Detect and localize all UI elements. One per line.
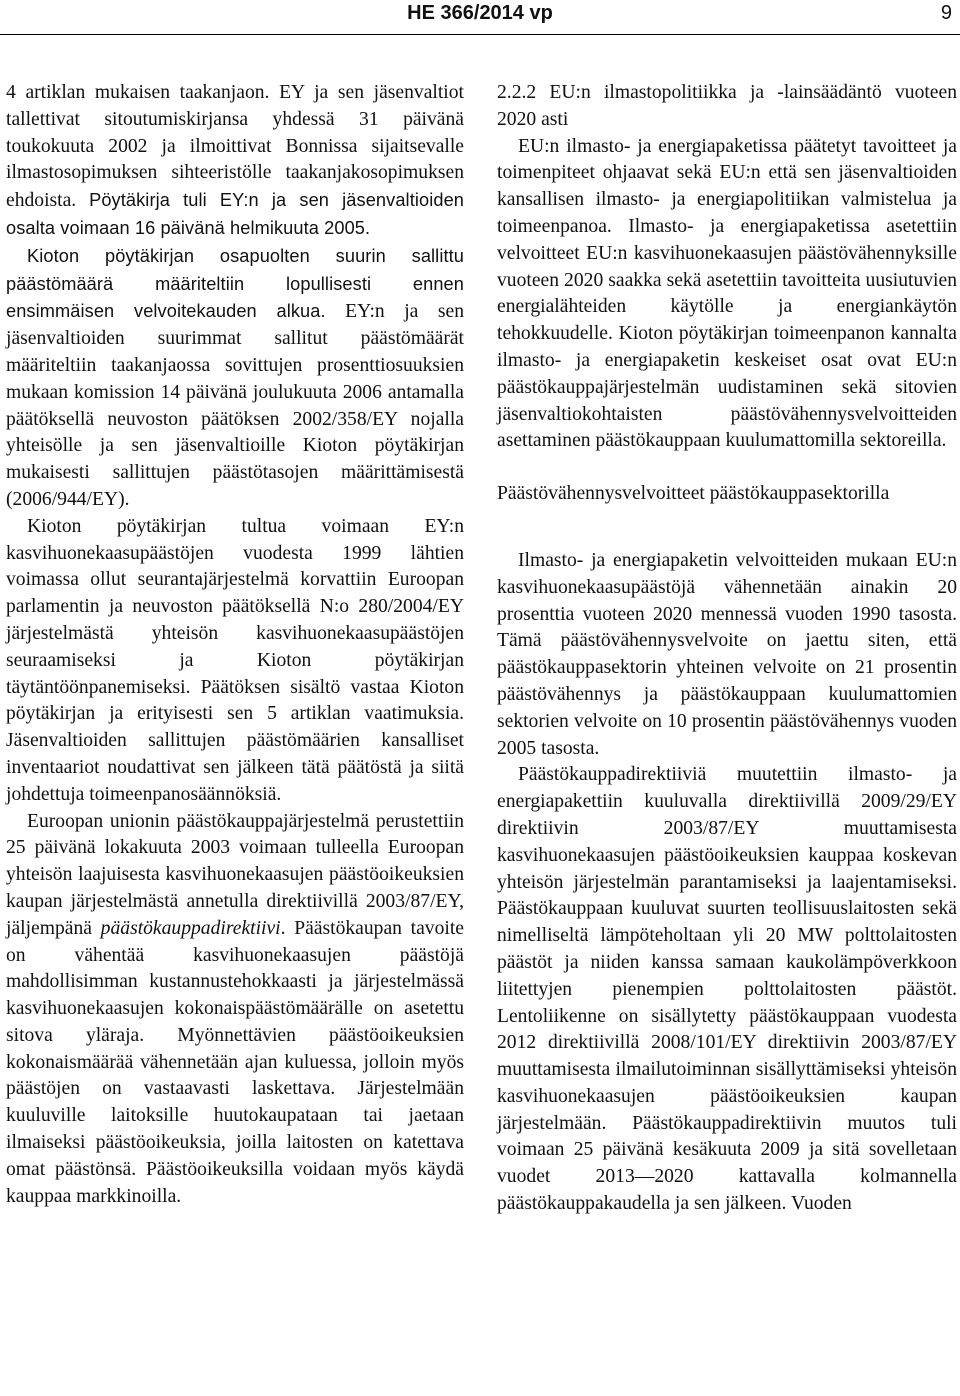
- page-number: 9: [940, 2, 952, 24]
- text-segment: Euroopan unionin päästökauppajärjestelmä perustettiin 25 päivänä lokakuuta 2003 voimaan tulleella Euroopan yhteisön laajuisesta kasvihuonekaasujen päästöoikeuksien kaupan järjestelmästä annetulla direktiivillä 2003/87/EY, jäljempänä: [6, 810, 464, 939]
- paragraph-velvoitteet: Ilmasto- ja energiapaketin velvoitteiden mukaan EU:n kasvihuonekaasupäästöjä vähennetään ainakin 20 prosenttia vuoteen 2020 mennessä vuoden 1990 tasosta. Tämä päästövähennysvelvoite on jaettu siten, että päästökauppasektorin yhteinen velvoite on 21 prosentin päästövähennys ja päästökauppaan kuulumattomien sektorien velvoite on 10 prosentin päästövähennys vuoden 2005 tasosta.: [497, 549, 957, 759]
- text-segment: EY:n ja sen jäsenvaltioiden suurimmat sallitut päästömäärät määriteltiin taakanjaossa sovittujen prosenttiosuuksien mukaan komission 14 päivänä joulukuuta 2006 antamalla päätöksellä neuvoston päätöksen 2002/358/EY nojalla yhteisölle ja sen jäsenvaltioille Kioton pöytäkirjan mukaisesti sallittujen päästötasojen määrittämisestä (2006/944/EY).: [6, 301, 464, 510]
- paragraph-taakanjako: [6, 80, 464, 243]
- defined-term: päästökauppadirektiivi: [100, 917, 281, 939]
- paragraph-ilmastopaketti: EU:n ilmasto- ja energiapaketissa päätetyt tavoitteet ja toimenpiteet ohjaavat sekä EU:n että sen jäsenvaltioiden kansallisen ilmasto- ja energiapolitiikan valmistelua ja toimeenpanoa. Ilmasto- ja energiapaketissa asetettiin velvoitteet EU:n kasvihuonekaasujen päästövähennyksille vuoteen 2020 saakka sekä asetettiin tavoitteita uusiutuvien energialähteiden käytölle ja energiankäytön tehokkuudelle. Kioton pöytäkirjan toimeenpanon kannalta ilmasto- ja energiapaketin keskeiset osat ovat EU:n päästökauppajärjestelmän uudistaminen sekä sitovien jäsenvaltiokohtaisten päästövähennysvelvoitteiden asettaminen päästökauppaan kuulumattomilla sektoreilla.: [497, 135, 957, 452]
- section-heading: 2.2.2 EU:n ilmastopolitiikka ja -lainsäädäntö vuoteen 2020 asti: [497, 82, 957, 130]
- page-header: [0, 0, 960, 35]
- text-segment: 4 artiklan mukaisen taakanjaon. EY ja sen jäsenvaltiot tallettivat sitoutumiskirjansa yhdessä 31 päivänä toukokuuta 2002 ja ilmoittivat Bonnissa sijaitsevalle ilmastosopimuksen sihteeristölle taakanjakosopimuksen ehdoista.: [6, 82, 464, 212]
- text-segment-sans: Pöytäkirja tuli EY:n ja sen jäsenvaltioiden osalta voimaan 16 päivänä helmikuuta 2005.: [6, 190, 464, 238]
- paragraph-seurantajarjestelma: Kioton pöytäkirjan tultua voimaan EY:n kasvihuonekaasupäästöjen vuodesta 1999 lähtien voimassa ollut seurantajärjestelmä korvattiin Euroopan parlamentin ja neuvoston päätöksellä N:o 280/2004/EY järjestelmästä yhteisön kasvihuonekaasupäästöjen seuraamiseksi ja Kioton pöytäkirjan täytäntöönpanemiseksi. Päätöksen sisältö vastaa Kioton pöytäkirjan ja erityisesti sen 5 artiklan vaatimuksia. Jäsenvaltioiden sallittujen päästömäärien kansalliset inventaariot noudattivat sen jälkeen tätä päätöstä ja siitä johdettuja toimeenpanosäännöksiä.: [6, 515, 464, 805]
- right-column: [497, 80, 957, 1218]
- text-segment: . Päästökaupan tavoite on vähentää kasvihuonekaasujen päästöjä mahdollisimman kustannustehokkaasti ja järjestelmässä kasvihuonekaasujen kokonaispäästömäärälle on asetettu sitova yläraja. Myönnettävien päästöoikeuksien kokonaismäärää vähennetään ajan kuluessa, jolloin myös päästöjen on vastaavasti laskettava. Järjestelmään kuuluville laitoksille huutokaupataan tai jaetaan ilmaiseksi päästöoikeuksia, joilla laitosten on katettava omat päästönsä. Päästöoikeuksilla voidaan myös käydä kauppaa markkinoilla.: [6, 917, 464, 1207]
- paragraph-paastokauppa: [6, 809, 464, 1211]
- text-segment-sans: Kioton pöytäkirjan osapuolten suurin sallittu päästömäärä määriteltiin lopullisesti ennen ensimmäisen velvoitekauden alkua.: [6, 245, 464, 322]
- paragraph-direktiivi: Päästökauppadirektiiviä muutettiin ilmasto- ja energiapakettiin kuuluvalla direktiivillä 2009/29/EY direktiivin 2003/87/EY muuttamisesta kasvihuonekaasujen päästöoikeuksien kauppaa koskevan yhteisön järjestelmän parantamiseksi ja laajentamiseksi. Päästökauppaan kuuluvat suurten teollisuuslaitosten sekä nimelliseltä lämpöteholtaan yli 20 MW polttolaitosten päästöt ja niiden kanssa samaan kaukolämpöverkkoon liitettyjen pienempien polttolaitosten päästöt. Lentoliikenne on sisällytetty päästökauppaan vuodesta 2012 direktiivillä 2008/101/EY direktiivin 2003/87/EY muuttamisesta ilmailutoiminnan sisällyttämiseksi yhteisön kasvihuonekaasujen päästöoikeuksien kaupan järjestelmään. Päästökauppadirektiivin muutos tuli voimaan 25 päivänä kesäkuuta 2009 ja sitä sovelletaan vuodet 2013—2020 kattavalla kolmannella päästökauppakaudella ja sen jälkeen. Vuoden: [497, 764, 957, 1215]
- left-column: [6, 80, 464, 1210]
- document-id: HE 366/2014 vp: [407, 2, 553, 24]
- subheading: Päästövähennysvelvoitteet päästökauppasektorilla: [497, 483, 890, 505]
- paragraph-paastomaara: [6, 243, 464, 514]
